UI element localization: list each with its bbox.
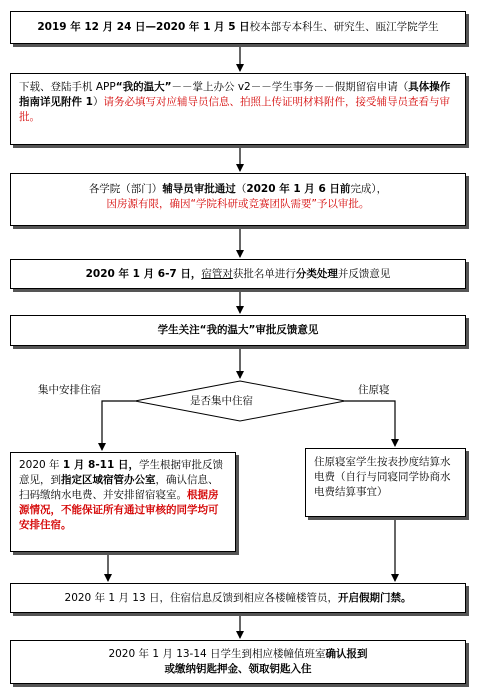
step-8-gate: 开启假期门禁。	[337, 592, 412, 604]
step-6-text-e: ，确认信息、扫码缴纳水电费、并安排留宿寝室。	[19, 474, 219, 501]
step-2-warning: 请务必填写对应辅导员信息、拍照上传证明材料附件，接受辅导员查看与审批。	[19, 96, 450, 123]
step-9-text-a: 2020 年 1 月 13-14 日学生到相应楼幢值班室	[108, 648, 326, 660]
step-6-office: 指定区域宿管办公室	[61, 474, 156, 486]
step-7-box	[305, 448, 466, 517]
step-6-warning: 根据房源情况，不能保证所有通过审核的同学均可安排住宿。	[19, 489, 219, 531]
step-3-text-e: 完成），	[350, 183, 388, 195]
step-7-text: 住原寝室学生按表抄度结算水电费（自行与同寝同学协商水电费结算事宜）	[314, 456, 451, 498]
decision-right-label: 住原寝	[358, 384, 390, 396]
step-2-box	[10, 73, 466, 145]
step-5-text-c: 审批反馈意见	[255, 324, 319, 336]
decision-label: 是否集中住宿	[190, 395, 253, 407]
step-4-date: 2020 年 1 月 6-7 日，	[85, 268, 202, 280]
step-3-note: 因房源有限，确因“学院科研或竞赛团队需要”予以审批。	[106, 198, 370, 210]
step-6-box	[10, 452, 236, 552]
step-3-deadline: 2020 年 1 月 6 日前	[246, 183, 351, 195]
step-5-app-name: “我的温大”	[199, 324, 256, 336]
step-1-date: 2019 年 12 月 24 日—2020 年 1 月 5 日	[37, 21, 250, 33]
step-2-text-a: 下载、登陆手机 APP	[19, 81, 116, 93]
step-3-approval: 辅导员审批通过	[162, 183, 236, 195]
step-2-guide: 具体操作指南详见附件 1	[19, 81, 451, 108]
step-6-date: 1 月 8-11 日，	[62, 459, 139, 471]
arrow-decision-left	[102, 401, 135, 450]
step-1-box	[10, 11, 466, 44]
step-3-box	[10, 173, 466, 226]
step-4-text-e: 并反馈意见	[337, 268, 391, 280]
step-9-key: 或缴纳钥匙押金、领取钥匙入住	[164, 663, 312, 675]
step-4-classify: 分类处理	[295, 268, 338, 280]
step-6-text-a: 2020 年	[19, 459, 60, 471]
step-3-text-c: （	[235, 183, 247, 195]
step-6-text-c: 学生根据审批反馈意见，到	[19, 459, 223, 486]
arrow-decision-right	[345, 401, 395, 446]
step-4-text-c: 获批名单进行	[232, 268, 296, 280]
step-2-text-e: ）	[92, 96, 104, 108]
step-8-box	[10, 583, 466, 613]
step-2-app-name: “我的温大”	[115, 81, 172, 93]
step-9-box	[10, 640, 466, 684]
decision-left-label: 集中安排住宿	[38, 384, 101, 396]
step-5-text-a: 学生关注	[157, 324, 200, 336]
step-9-confirm: 确认报到	[325, 648, 368, 660]
step-4-dorm-admin: 宿管对	[201, 268, 233, 280]
step-3-text-a: 各学院（部门）	[88, 183, 163, 195]
step-2-text-c: －－掌上办公 v2－－学生事务－－假期留宿申请（	[171, 81, 409, 93]
step-5-box	[10, 315, 466, 346]
step-4-box	[10, 259, 466, 289]
step-1-text: 校本部专本科生、研究生、瓯江学院学生	[249, 21, 439, 33]
step-8-text: 2020 年 1 月 13 日，住宿信息反馈到相应各楼幢楼管员，	[64, 592, 338, 604]
